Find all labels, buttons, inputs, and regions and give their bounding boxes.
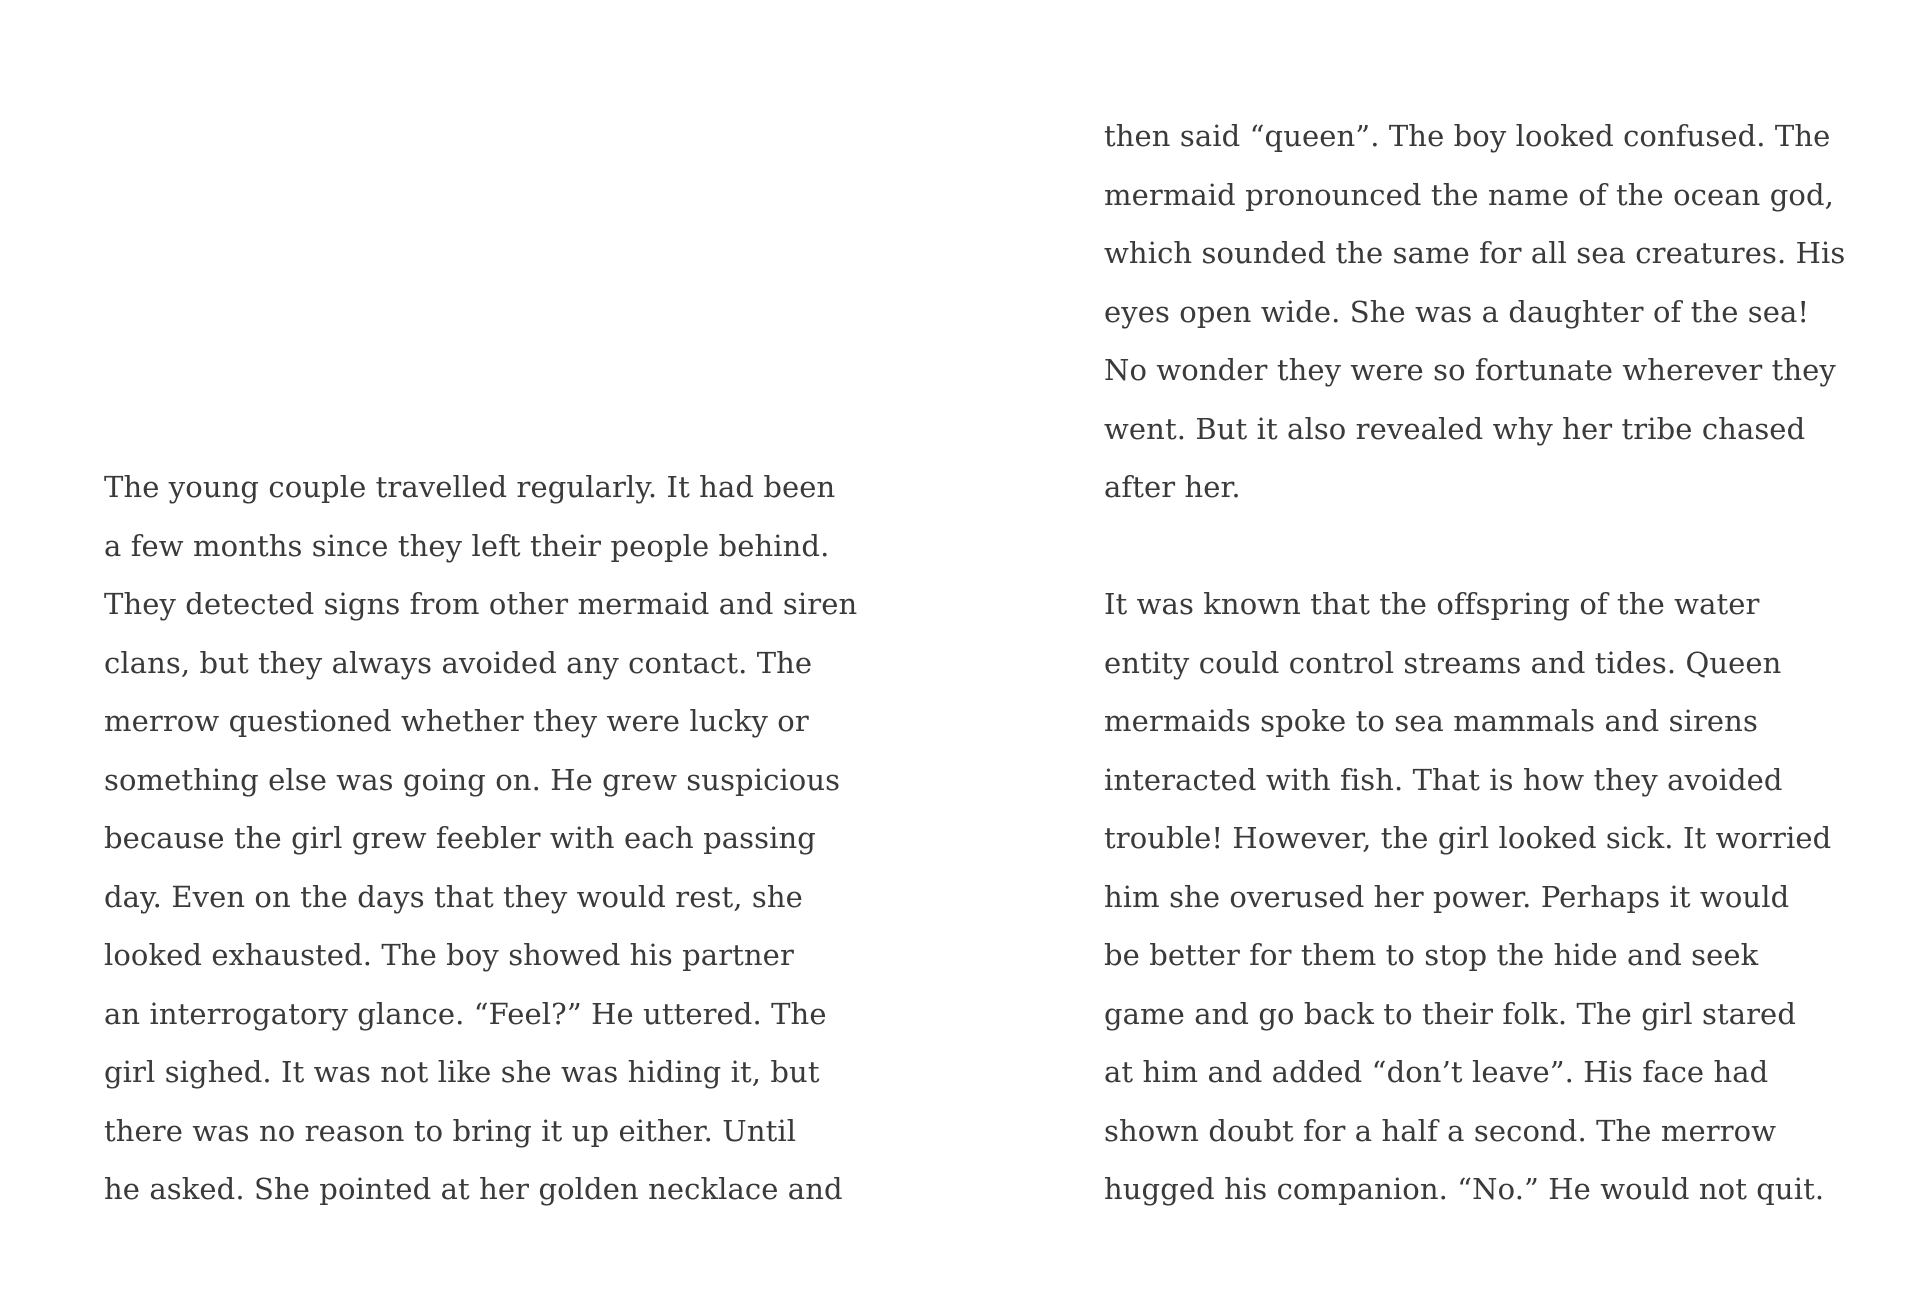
paragraph-1 [1104, 107, 1845, 517]
text-line: girl sighed. It was not like she was hiding it, but [104, 1055, 820, 1089]
text-line: hugged his companion. “No.” He would not quit. [1104, 1172, 1825, 1206]
text-line: at him and added “don’t leave”. His face had [1104, 1055, 1769, 1089]
text-line: which sounded the same for all sea creatures. His [1104, 236, 1846, 270]
text-line: The young couple travelled regularly. It had been [104, 470, 836, 504]
text-line: merrow questioned whether they were lucky or [104, 704, 809, 738]
text-line: be better for them to stop the hide and seek [1104, 938, 1759, 972]
text-line: mermaids spoke to sea mammals and sirens [1104, 704, 1758, 738]
text-line: entity could control streams and tides. Queen [1104, 645, 1782, 680]
text-line: went. But it also revealed why her tribe chased [1104, 411, 1806, 446]
text-line: an interrogatory glance. “Feel?” He uttered. The [104, 996, 827, 1031]
text-line: game and go back to their folk. The girl stared [1104, 996, 1796, 1031]
text-line: interacted with fish. That is how they avoided [1104, 762, 1783, 797]
text-line: clans, but they always avoided any contact. The [104, 645, 813, 680]
text-line: a few months since they left their people behind. [104, 528, 830, 563]
text-line: mermaid pronounced the name of the ocean god, [1104, 177, 1834, 212]
text-line: he asked. She pointed at her golden necklace and [104, 1172, 843, 1206]
text-line: They detected signs from other mermaid and siren [104, 587, 858, 621]
text-line: then said “queen”. The boy looked confused. The [1104, 119, 1831, 153]
paragraph-spacer [1104, 517, 1845, 576]
paragraph-2 [1104, 575, 1845, 1219]
left-page-text [104, 458, 857, 1219]
text-line: eyes open wide. She was a daughter of the sea! [1104, 294, 1810, 329]
text-line: him she overused her power. Perhaps it would [1104, 879, 1790, 914]
text-line: trouble! However, the girl looked sick. It worried [1104, 821, 1832, 855]
right-page [960, 0, 1920, 1316]
text-line: No wonder they were so fortunate wherever they [1104, 353, 1836, 387]
text-line: something else was going on. He grew suspicious [104, 762, 841, 797]
text-line: after her. [1104, 470, 1241, 504]
text-line: because the girl grew feebler with each passing [104, 821, 816, 855]
right-page-text [1104, 107, 1845, 1219]
text-line: It was known that the offspring of the water [1104, 587, 1760, 621]
text-line: shown doubt for a half a second. The merrow [1104, 1113, 1777, 1148]
text-line: looked exhausted. The boy showed his partner [104, 938, 794, 972]
text-line: there was no reason to bring it up either. Until [104, 1113, 797, 1148]
text-line: day. Even on the days that they would rest, she [104, 879, 803, 914]
